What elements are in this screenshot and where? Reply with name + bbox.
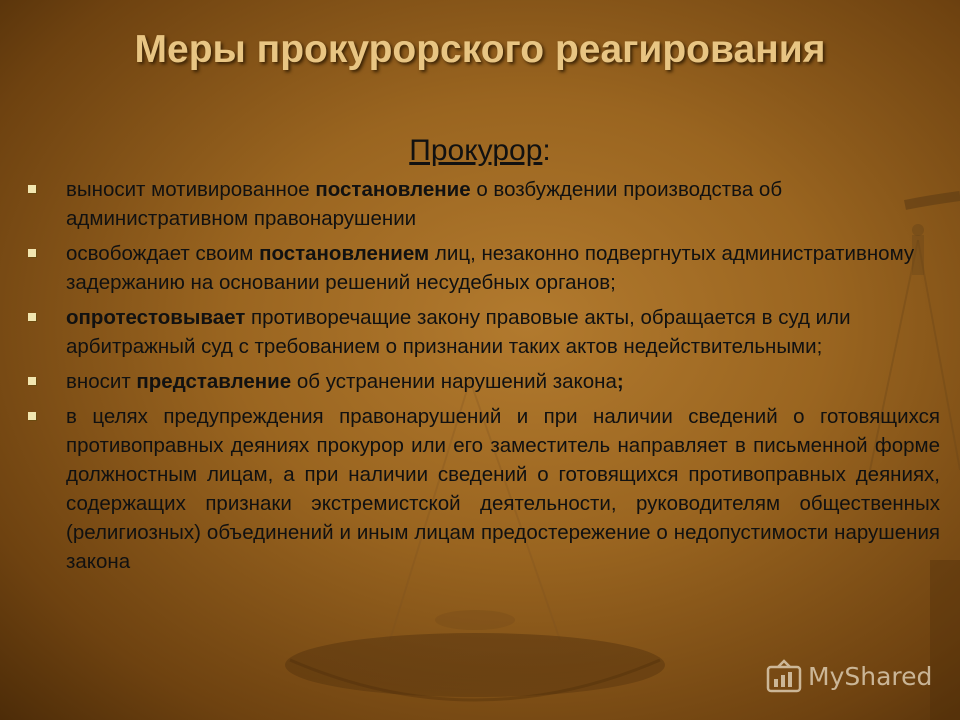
list-item — [28, 367, 940, 396]
subtitle-main: Прокурор — [409, 134, 543, 167]
list-item-text: в целях предупреждения правонарушений и при наличии сведений о готовящихся противоправных деяниях прокурор или его заместитель направляет в письменной форме должностным лицам, а при наличии сведений о готовящихся противоправных деяниях, содержащих признаки экстремистской деятельности, руководителям общественных (религиозных) объединений и иным лицам предостережение о недопустимости нарушения закона — [66, 405, 940, 573]
bullet-list — [28, 175, 940, 582]
list-item-text: вносит — [66, 370, 137, 393]
myshared-watermark — [766, 656, 946, 696]
list-item-bold: опротестовывает — [66, 306, 246, 329]
bullet-icon — [28, 313, 36, 321]
list-item — [28, 402, 940, 576]
list-item-bold: представление — [136, 370, 292, 393]
list-item-text: об устранении нарушений закона — [291, 370, 617, 393]
page-title: Меры прокурорского реагирования — [134, 28, 826, 71]
list-item-text: противоречащие закону правовые акты, обращается в суд или арбитражный суд с требованием о признании таких актов недействительными; — [66, 306, 851, 358]
list-item-text: выносит мотивированное — [66, 178, 316, 201]
list-item — [28, 239, 940, 297]
list-item-text: освобождает своим — [66, 242, 260, 265]
list-item — [28, 303, 940, 361]
subtitle-colon: : — [542, 134, 551, 167]
list-item-bold: постановлением — [259, 242, 430, 265]
bullet-icon — [28, 412, 36, 420]
myshared-logo-icon — [766, 659, 802, 693]
bullet-icon — [28, 377, 36, 385]
subtitle — [0, 134, 960, 168]
list-item — [28, 175, 940, 233]
bullet-icon — [28, 249, 36, 257]
list-item-bold: ; — [616, 370, 624, 393]
list-item-bold: постановление — [315, 178, 471, 201]
bullet-icon — [28, 185, 36, 193]
watermark-text: MyShared — [808, 661, 933, 691]
list-item-text: лиц, незаконно подвергнутых административному задержанию на основании решений несудебных органов; — [66, 242, 915, 294]
list-item-text: о возбуждении производства об административном правонарушении — [66, 178, 783, 230]
